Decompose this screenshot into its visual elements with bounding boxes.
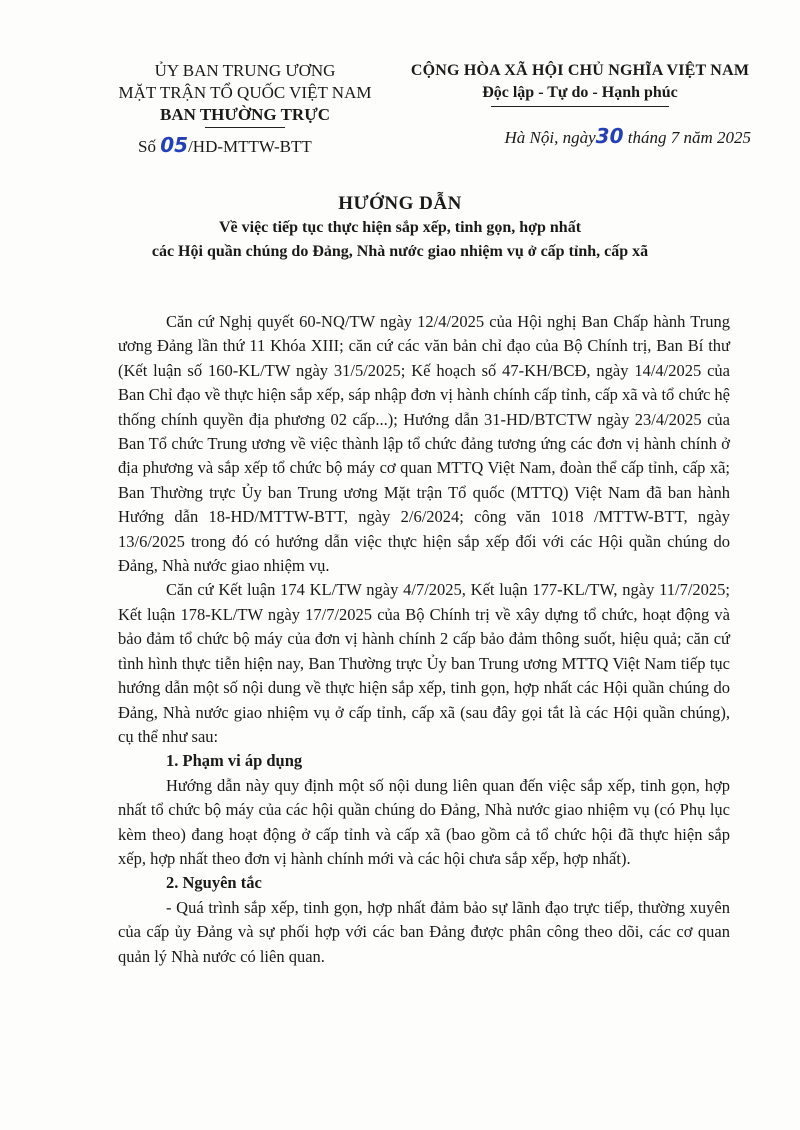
issuing-authority-block — [100, 60, 390, 158]
document-title-block — [40, 192, 760, 264]
national-motto: Độc lập - Tự do - Hạnh phúc — [482, 84, 678, 101]
document-number-handwritten: 05 — [160, 133, 189, 157]
document-subtitle-1: Về việc tiếp tục thực hiện sắp xếp, tinh gọn, hợp nhất — [218, 219, 582, 236]
national-title: CỘNG HÒA XÃ HỘI CHỦ NGHĨA VIỆT NAM — [410, 62, 750, 79]
place-suffix: tháng 7 năm 2025 — [623, 128, 751, 147]
document-number-suffix: /HD-MTTW-BTT — [188, 137, 312, 156]
document-body — [118, 310, 730, 969]
section-2-heading: 2. Nguyên tắc — [166, 873, 262, 893]
document-subtitle-2: các Hội quần chúng do Đảng, Nhà nước giao nhiệm vụ ở cấp tỉnh, cấp xã — [151, 243, 649, 260]
authority-underline — [205, 127, 285, 128]
paragraph-legal-basis-2: Căn cứ Kết luận 174 KL/TW ngày 4/7/2025, Kết luận 177-KL/TW, ngày 11/7/2025; Kết luận 178-KL/TW ngày 17/7/2025 của Bộ Chính trị về xây dựng tổ chức, hoạt động và bảo đảm tổ chức bộ máy của đơn vị hành chính 2 cấp bảo đảm thông suốt, hiệu quả; căn cứ tình hình thực tiễn hiện nay, Ban Thường trực Ủy ban Trung ương MTTQ Việt Nam tiếp tục hướng dẫn một số nội dung về thực hiện sắp xếp, tinh gọn, hợp nhất các Hội quần chúng do Đảng, Nhà nước giao nhiệm vụ ở cấp tỉnh, cấp xã (sau đây gọi tắt là các Hội quần chúng), cụ thể như sau: — [118, 580, 730, 746]
document-title: HƯỚNG DẪN — [338, 193, 462, 214]
authority-line-3: BAN THƯỜNG TRỰC — [159, 105, 331, 124]
date-day-handwritten: 30 — [595, 124, 624, 148]
document-number — [100, 134, 390, 158]
national-heading-block — [395, 60, 765, 149]
place-prefix: Hà Nội, ngày — [504, 128, 596, 147]
section-2-item-1: - Quá trình sắp xếp, tinh gọn, hợp nhất đảm bảo sự lãnh đạo trực tiếp, thường xuyên của cấp ủy Đảng và sự phối hợp với các ban Đảng được phân công theo dõi, các cơ quan quản lý Nhà nước có liên quan. — [118, 897, 730, 966]
place-and-date — [395, 125, 765, 149]
paragraph-legal-basis-1: Căn cứ Nghị quyết 60-NQ/TW ngày 12/4/2025 của Hội nghị Ban Chấp hành Trung ương Đảng lần thứ 11 Khóa XIII; căn cứ các văn bản chỉ đạo của Bộ Chính trị, Ban Bí thư (Kết luận số 160-KL/TW ngày 31/5/2025; Kế hoạch số 47-KH/BCĐ, ngày 14/4/2025 của Ban Chỉ đạo về thực hiện sắp xếp, sáp nhập đơn vị hành chính cấp tỉnh, cấp xã và tổ chức hệ thống chính quyền địa phương 02 cấp...); Hướng dẫn 31-HD/BTCTW ngày 23/4/2025 của Ban Tổ chức Trung ương về việc thành lập tổ chức đảng tương ứng các đơn vị hành chính ở địa phương và sắp xếp tổ chức bộ máy cơ quan MTTQ Việt Nam, đoàn thể cấp tỉnh, cấp xã; Ban Thường trực Ủy ban Trung ương Mặt trận Tổ quốc (MTTQ) Việt Nam đã ban hành Hướng dẫn 18-HD/MTTW-BTT, ngày 2/6/2024; công văn 1018 /MTTW-BTT, ngày 13/6/2025 trong đó có hướng dẫn việc thực hiện sắp xếp đối với các Hội quần chúng do Đảng, Nhà nước giao nhiệm vụ. — [118, 312, 730, 576]
authority-line-2: MẶT TRẬN TỔ QUỐC VIỆT NAM — [118, 83, 372, 102]
authority-line-1: ỦY BAN TRUNG ƯƠNG — [154, 61, 336, 80]
motto-underline — [491, 106, 669, 107]
section-1-heading: 1. Phạm vi áp dụng — [166, 751, 303, 771]
section-1-text: Hướng dẫn này quy định một số nội dung liên quan đến việc sắp xếp, tinh gọn, hợp nhất tổ chức bộ máy của các hội quần chúng do Đảng, Nhà nước giao nhiệm vụ (có Phụ lục kèm theo) đang hoạt động ở cấp tỉnh và cấp xã (bao gồm cả tổ chức hội đã thực hiện sắp xếp, hợp nhất theo đơn vị hành chính mới và các hội chưa sắp xếp, hợp nhất). — [118, 775, 730, 868]
document-number-prefix: Số — [138, 137, 161, 156]
